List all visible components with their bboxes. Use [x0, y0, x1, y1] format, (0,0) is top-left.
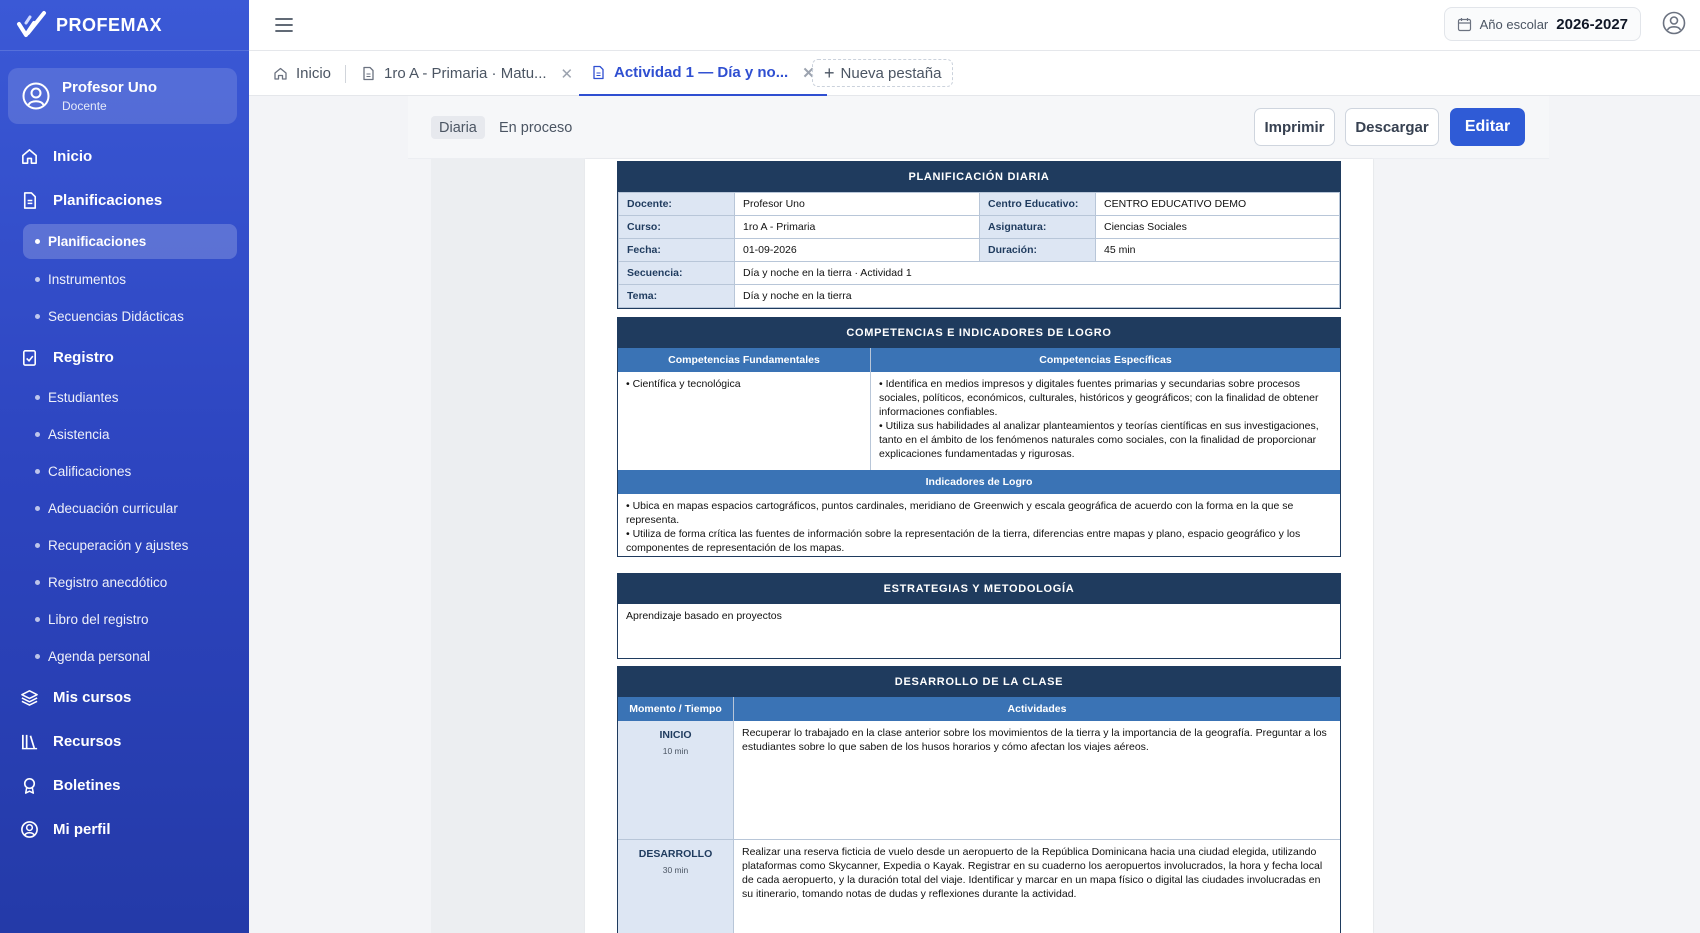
- sidebar-subitem-estudiantes[interactable]: [0, 379, 249, 416]
- sidebar: [0, 0, 249, 933]
- tab-planificacion[interactable]: [361, 51, 573, 96]
- moment-cell: [618, 840, 734, 933]
- bullet-icon: [35, 239, 40, 244]
- user-circle-icon: [20, 820, 39, 839]
- sidebar-subitem-label: Agenda personal: [48, 649, 151, 664]
- label-curso: Curso:: [619, 216, 735, 239]
- moment-time: 10 min: [662, 746, 689, 756]
- print-button[interactable]: Imprimir: [1254, 108, 1335, 146]
- tab-inicio[interactable]: [273, 51, 331, 96]
- sidebar-subitem-anecdotico[interactable]: [0, 564, 249, 601]
- user-card[interactable]: [8, 68, 237, 124]
- sidebar-subitem-label: Secuencias Didácticas: [48, 309, 184, 324]
- divider: [0, 50, 249, 51]
- label-tema: Tema:: [619, 285, 735, 308]
- sidebar-item-label: Planificaciones: [53, 191, 163, 209]
- sidebar-subitem-label: Recuperación y ajustes: [48, 538, 189, 553]
- sidebar-item-planificaciones[interactable]: [0, 178, 249, 222]
- moment-name: DESARROLLO: [638, 848, 713, 860]
- sidebar-item-inicio[interactable]: [0, 134, 249, 178]
- value-tema: Día y noche en la tierra: [735, 285, 1340, 308]
- estrategias-text: Aprendizaje basado en proyectos: [626, 610, 782, 622]
- sidebar-subitem-recuperacion[interactable]: [0, 527, 249, 564]
- sidebar-item-label: Boletines: [53, 776, 121, 794]
- competencias-section: [617, 317, 1341, 557]
- sidebar-item-registro[interactable]: [0, 335, 249, 379]
- sidebar-subitem-label: Libro del registro: [48, 612, 149, 627]
- sidebar-item-label: Registro: [53, 348, 114, 366]
- bullet-icon: [35, 506, 40, 511]
- indicadores-cell: [618, 494, 1340, 556]
- sidebar-item-recursos[interactable]: [0, 719, 249, 763]
- user-role: Docente: [62, 99, 107, 113]
- label-fecha: Fecha:: [619, 239, 735, 262]
- avatar-icon: [22, 82, 50, 110]
- sidebar-item-label: Recursos: [53, 732, 122, 750]
- bullet-icon: [35, 395, 40, 400]
- sidebar-item-mi-perfil[interactable]: [0, 807, 249, 851]
- competencias-title: COMPETENCIAS E INDICADORES DE LOGRO: [618, 318, 1340, 348]
- document-page: [585, 159, 1373, 933]
- tabs-bar: [249, 51, 1700, 96]
- layers-icon: [20, 688, 39, 707]
- home-icon: [273, 66, 288, 81]
- label-docente: Docente:: [619, 193, 735, 216]
- bullet-icon: [35, 277, 40, 282]
- competencias-especificas-cell: [871, 372, 1340, 470]
- library-icon: [20, 732, 39, 751]
- user-profile-icon[interactable]: [1662, 11, 1686, 35]
- indicador-item: • Ubica en mapas espacios cartográficos, puntos cardinales, meridiano de Greenwich y escala geográfica de acuerdo con la forma en la que se representa.: [626, 500, 1294, 526]
- sidebar-subitem-label: Estudiantes: [48, 390, 119, 405]
- sidebar-nav: [0, 134, 249, 851]
- home-icon: [20, 147, 39, 166]
- desarrollo-section: [617, 666, 1341, 933]
- value-asignatura: Ciencias Sociales: [1096, 216, 1340, 239]
- bullet-icon: [35, 654, 40, 659]
- document-icon: [591, 65, 606, 80]
- momento-column-header: Momento / Tiempo: [618, 697, 734, 721]
- class-moment-row: [618, 840, 1340, 933]
- sidebar-item-label: Inicio: [53, 147, 93, 165]
- moment-time: 30 min: [662, 865, 689, 875]
- download-button[interactable]: Descargar: [1345, 108, 1439, 146]
- sidebar-item-label: Mi perfil: [53, 820, 111, 838]
- hamburger-menu-icon[interactable]: [273, 14, 295, 36]
- document-icon: [361, 66, 376, 81]
- sidebar-subitem-libro[interactable]: [0, 601, 249, 638]
- tab-label: Actividad 1 — Día y no...: [614, 64, 789, 81]
- info-section: [617, 161, 1341, 309]
- bullet-icon: [35, 432, 40, 437]
- info-table: [618, 192, 1340, 308]
- sidebar-subitem-label: Asistencia: [48, 427, 110, 442]
- moment-name: INICIO: [659, 729, 692, 741]
- desarrollo-title: DESARROLLO DE LA CLASE: [618, 667, 1340, 697]
- value-curso: 1ro A - Primaria: [735, 216, 980, 239]
- sidebar-subitem-asistencia[interactable]: [0, 416, 249, 453]
- logo-icon: [16, 9, 48, 41]
- sidebar-subitem-label: Registro anecdótico: [48, 575, 168, 590]
- bullet-icon: [35, 617, 40, 622]
- status-chip: En proceso: [499, 119, 573, 136]
- indicador-item: • Utiliza de forma crítica las fuentes de información sobre la representación de la tierra, diferencias entre mapas y plano, espacio geográfico y los componentes de representación de los mapas.: [626, 528, 1301, 554]
- award-icon: [20, 776, 39, 795]
- sidebar-subitem-adecuacion[interactable]: [0, 490, 249, 527]
- value-centro: CENTRO EDUCATIVO DEMO: [1096, 193, 1340, 216]
- type-chip: Diaria: [431, 116, 485, 139]
- tab-label: Inicio: [296, 65, 332, 82]
- bullet-icon: [35, 580, 40, 585]
- close-tab-icon[interactable]: ✕: [560, 65, 574, 83]
- document-title: PLANIFICACIÓN DIARIA: [618, 162, 1340, 192]
- sidebar-subitem-agenda[interactable]: [0, 638, 249, 675]
- estrategias-title: ESTRATEGIAS Y METODOLOGÍA: [618, 574, 1340, 604]
- bullet-icon: [35, 543, 40, 548]
- top-bar: [249, 0, 1700, 51]
- activity-text: Recuperar lo trabajado en la clase anterior sobre los movimientos de la tierra y la importancia de la geografía. Preguntar a los estudiantes sobre lo que saben de los husos horarios y cómo afectan los viajes aéreos.: [742, 727, 1327, 753]
- sidebar-subitem-secuencias[interactable]: [0, 298, 249, 335]
- user-name: Profesor Uno: [62, 79, 158, 96]
- label-asignatura: Asignatura:: [980, 216, 1096, 239]
- new-tab-button[interactable]: [812, 59, 953, 87]
- bullet-icon: [35, 314, 40, 319]
- brand-name: PROFEMAX: [56, 14, 163, 35]
- clipboard-check-icon: [20, 348, 39, 367]
- close-tab-icon[interactable]: ✕: [802, 64, 815, 82]
- edit-button[interactable]: Editar: [1450, 108, 1525, 146]
- calendar-icon: [1457, 17, 1472, 32]
- plus-icon: +: [824, 63, 835, 83]
- value-fecha: 01-09-2026: [735, 239, 980, 262]
- sidebar-item-mis-cursos[interactable]: [0, 675, 249, 719]
- value-docente: Profesor Uno: [735, 193, 980, 216]
- competencia-especifica-item: • Identifica en medios impresos y digitales fuentes primarias y secundarias sobre procesos sociales, políticos, económicos, culturales, históricos y geográficos; con la finalidad de obtener informaciones confiables.: [879, 378, 1319, 418]
- indicadores-header: Indicadores de Logro: [618, 470, 1340, 494]
- sidebar-item-label: Mis cursos: [53, 688, 132, 706]
- value-duracion: 45 min: [1096, 239, 1340, 262]
- competencias-especificas-header: Competencias Específicas: [871, 348, 1340, 372]
- tab-separator: [345, 65, 346, 83]
- label-duracion: Duración:: [980, 239, 1096, 262]
- moment-cell: [618, 721, 734, 839]
- new-tab-label: Nueva pestaña: [840, 64, 942, 82]
- sidebar-subitem-label: Calificaciones: [48, 464, 132, 479]
- estrategias-section: [617, 573, 1341, 659]
- school-year-selector[interactable]: [1444, 7, 1641, 41]
- document-toolbar: [408, 96, 1549, 159]
- document-icon: [20, 191, 39, 210]
- school-year-label: Año escolar: [1479, 16, 1549, 32]
- brand[interactable]: [0, 0, 249, 50]
- value-secuencia: Día y noche en la tierra · Actividad 1: [735, 262, 1340, 285]
- sidebar-subitem-calificaciones[interactable]: [0, 453, 249, 490]
- sidebar-subitem-label: Instrumentos: [48, 272, 127, 287]
- activity-text: Realizar una reserva ficticia de vuelo desde un aeropuerto de la República Dominicana hacia una ciudad elegida, utilizando plataformas como Skycanner, Expedia o Kayak. Registrar en su cuaderno los aeropuertos involucrados, la hora y fecha local de cada aeropuerto, y la duración total del viaje. Identificar y marcar en un mapa físico o digital las ciudades involucradas en su itinerario, tomando notas de dudas y reflexiones durante la actividad.: [742, 846, 1323, 900]
- sidebar-subitem-label: Adecuación curricular: [48, 501, 178, 516]
- school-year-value: 2026-2027: [1556, 15, 1628, 33]
- competencias-fundamentales-header: Competencias Fundamentales: [618, 348, 870, 372]
- label-centro: Centro Educativo:: [980, 193, 1096, 216]
- main-content: [249, 96, 1700, 933]
- sidebar-subitem-planificaciones[interactable]: [23, 224, 237, 259]
- label-secuencia: Secuencia:: [619, 262, 735, 285]
- competencias-fundamentales-text: • Científica y tecnológica: [626, 378, 741, 390]
- bullet-icon: [35, 469, 40, 474]
- sidebar-subitem-instrumentos[interactable]: [0, 261, 249, 298]
- tab-actividad[interactable]: [579, 51, 827, 96]
- competencia-especifica-item: • Utiliza sus habilidades al analizar planteamientos y teorías científicas en sus investigaciones, tanto en el ámbito de los fenómenos naturales como sociales, con la finalidad de proporcionar explicaciones fundamentadas y rigurosas.: [879, 420, 1319, 460]
- class-moment-row: [618, 721, 1340, 840]
- actividades-column-header: Actividades: [734, 697, 1340, 721]
- tab-label: 1ro A - Primaria · Matu...: [384, 65, 547, 82]
- sidebar-subitem-label: Planificaciones: [48, 234, 147, 249]
- sidebar-item-boletines[interactable]: [0, 763, 249, 807]
